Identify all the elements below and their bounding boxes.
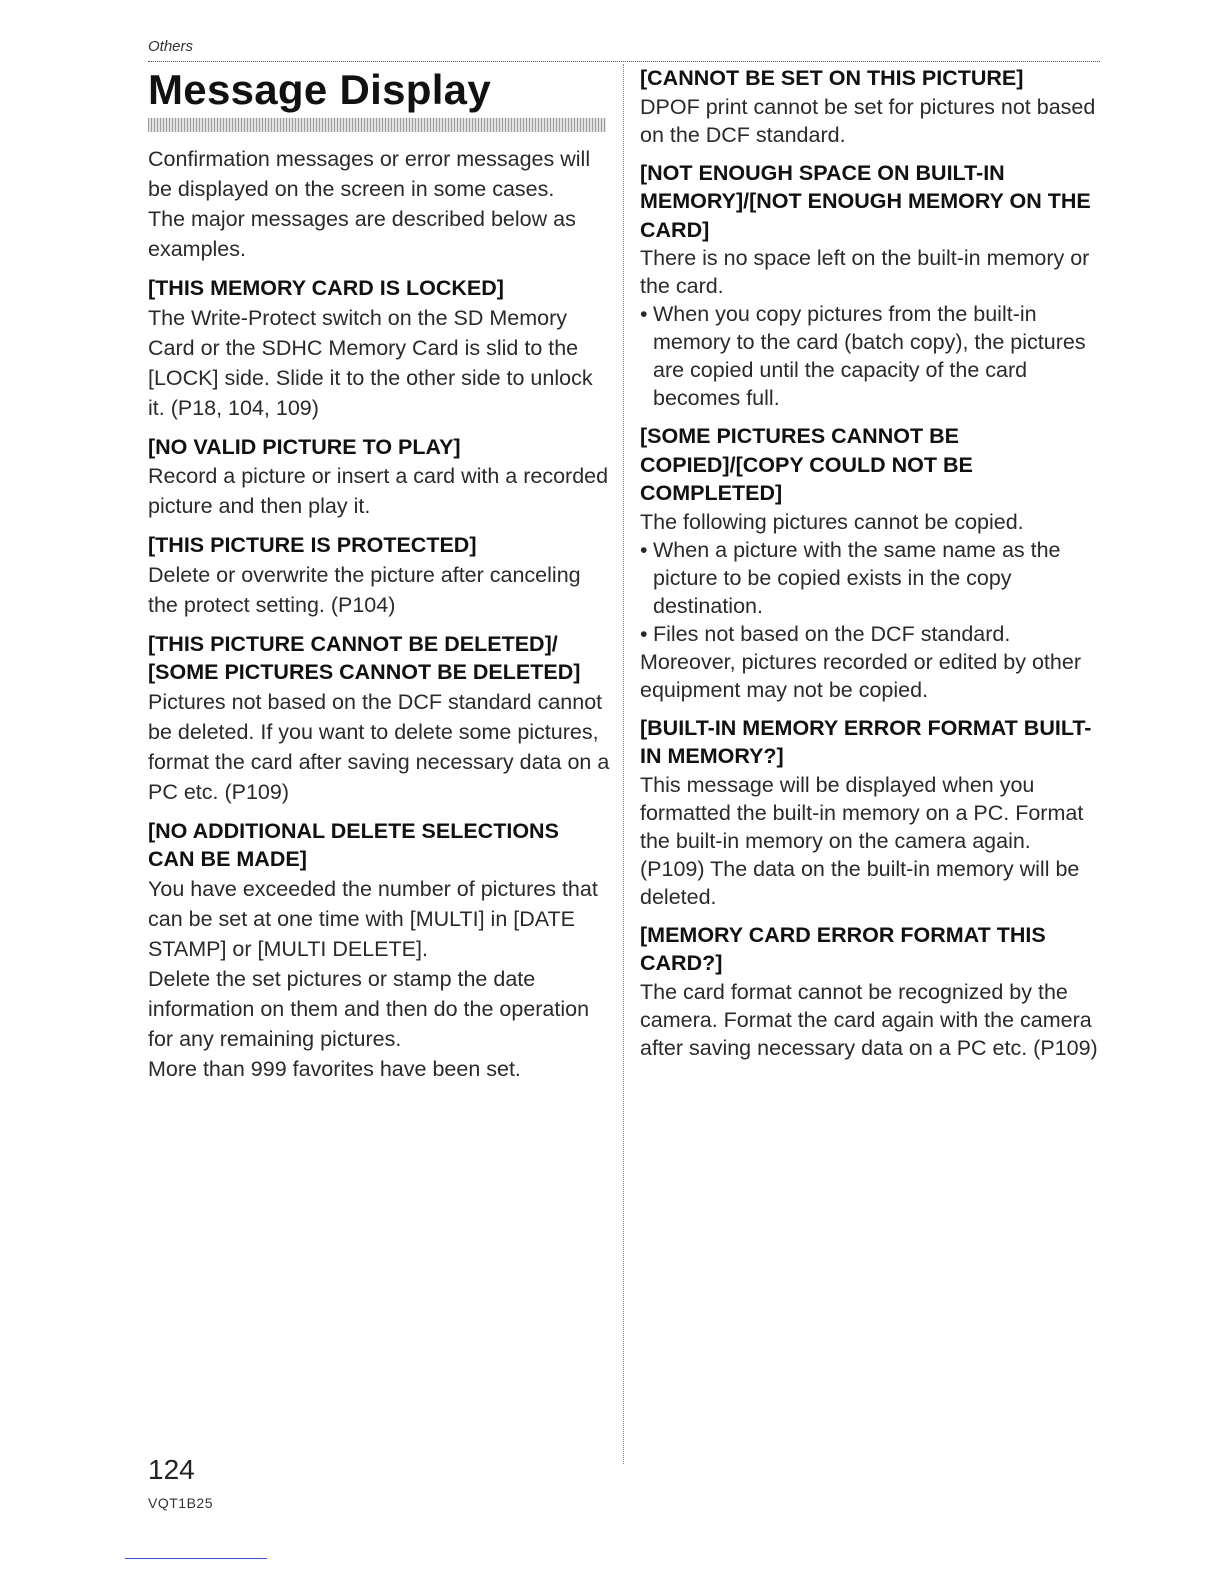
message-cannot-be-deleted: [148, 630, 610, 807]
title-underline-bar: [148, 118, 606, 132]
message-no-valid-picture: [148, 433, 610, 522]
message-title: [NOT ENOUGH SPACE ON BUILT-IN MEMORY]/[NOT ENOUGH MEMORY ON THE CARD]: [640, 160, 1091, 242]
message-body: The card format cannot be recognized by the camera. Format the card again with the camera after saving necessary data on a PC etc. (P109): [640, 979, 1098, 1060]
message-no-additional-delete: [148, 817, 610, 1084]
bullet-item: • When you copy pictures from the built-in memory to the card (batch copy), the pictures are copied until the capacity of the card becomes full.: [640, 300, 1100, 412]
message-body: You have exceeded the number of pictures that can be set at one time with [MULTI] in [DATE STAMP] or [MULTI DELETE].: [148, 876, 598, 961]
column-divider: [623, 64, 624, 1464]
message-title: [THIS MEMORY CARD IS LOCKED]: [148, 276, 504, 300]
message-body-continued: Delete the set pictures or stamp the date information on them and then do the operation for any remaining pictures.: [148, 966, 590, 1051]
bottom-link-underline: [125, 1558, 267, 1559]
message-body-continued: More than 999 favorites have been set.: [148, 1056, 521, 1081]
section-label: Others: [148, 38, 194, 55]
message-cannot-be-set: [640, 64, 1100, 149]
message-memory-card-error: [640, 921, 1100, 1062]
message-title: [THIS PICTURE CANNOT BE DELETED]/ [SOME PICTURES CANNOT BE DELETED]: [148, 631, 581, 684]
intro-paragraph-1: Confirmation messages or error messages will be displayed on the screen in some cases.: [148, 147, 591, 201]
message-title: [CANNOT BE SET ON THIS PICTURE]: [640, 66, 1024, 90]
message-title: [NO ADDITIONAL DELETE SELECTIONS CAN BE MADE]: [148, 818, 559, 871]
message-body: DPOF print cannot be set for pictures not based on the DCF standard.: [640, 94, 1096, 147]
left-column: [148, 64, 610, 1094]
message-body: This message will be displayed when you formatted the built-in memory on a PC. Format the built-in memory on the camera again. (P109) The data on the built-in memory will be deleted.: [640, 772, 1084, 909]
right-column: [640, 64, 1100, 1072]
message-title: [BUILT-IN MEMORY ERROR FORMAT BUILT-IN MEMORY?]: [640, 715, 1092, 768]
message-title: [NO VALID PICTURE TO PLAY]: [148, 434, 461, 459]
message-body: The following pictures cannot be copied.: [640, 509, 1024, 534]
message-body: There is no space left on the built-in memory or the card.: [640, 246, 1090, 298]
message-body: Delete or overwrite the picture after canceling the protect setting. (P104): [148, 562, 581, 617]
message-title: [THIS PICTURE IS PROTECTED]: [148, 533, 477, 557]
document-code: VQT1B25: [148, 1495, 213, 1511]
message-not-enough-space: [640, 159, 1100, 413]
message-title: [MEMORY CARD ERROR FORMAT THIS CARD?]: [640, 922, 1046, 975]
message-cannot-be-copied: [640, 422, 1100, 704]
message-built-in-memory-error: [640, 714, 1100, 911]
bullet-item: • When a picture with the same name as the picture to be copied exists in the copy destination.: [640, 536, 1100, 620]
message-picture-protected: [148, 531, 610, 620]
page-number: 124: [148, 1454, 195, 1485]
message-body: Record a picture or insert a card with a recorded picture and then play it.: [148, 464, 609, 518]
message-body: The Write-Protect switch on the SD Memory Card or the SDHC Memory Card is slid to the [LOCK] side. Slide it to the other side to unlock it. (P18, 104, 109): [148, 305, 593, 420]
header-rule: [148, 61, 1100, 62]
message-body: Pictures not based on the DCF standard cannot be deleted. If you want to delete some pictures, format the card after saving necessary data on a PC etc. (P109): [148, 689, 610, 804]
intro-paragraph-2: The major messages are described below as examples.: [148, 207, 576, 261]
page-title: Message Display: [148, 66, 492, 113]
message-card-locked: [148, 274, 610, 423]
message-body-continued: Moreover, pictures recorded or edited by other equipment may not be copied.: [640, 649, 1081, 702]
message-title: [SOME PICTURES CANNOT BE COPIED]/[COPY COULD NOT BE COMPLETED]: [640, 424, 973, 505]
bullet-item: • Files not based on the DCF standard.: [640, 620, 1100, 648]
